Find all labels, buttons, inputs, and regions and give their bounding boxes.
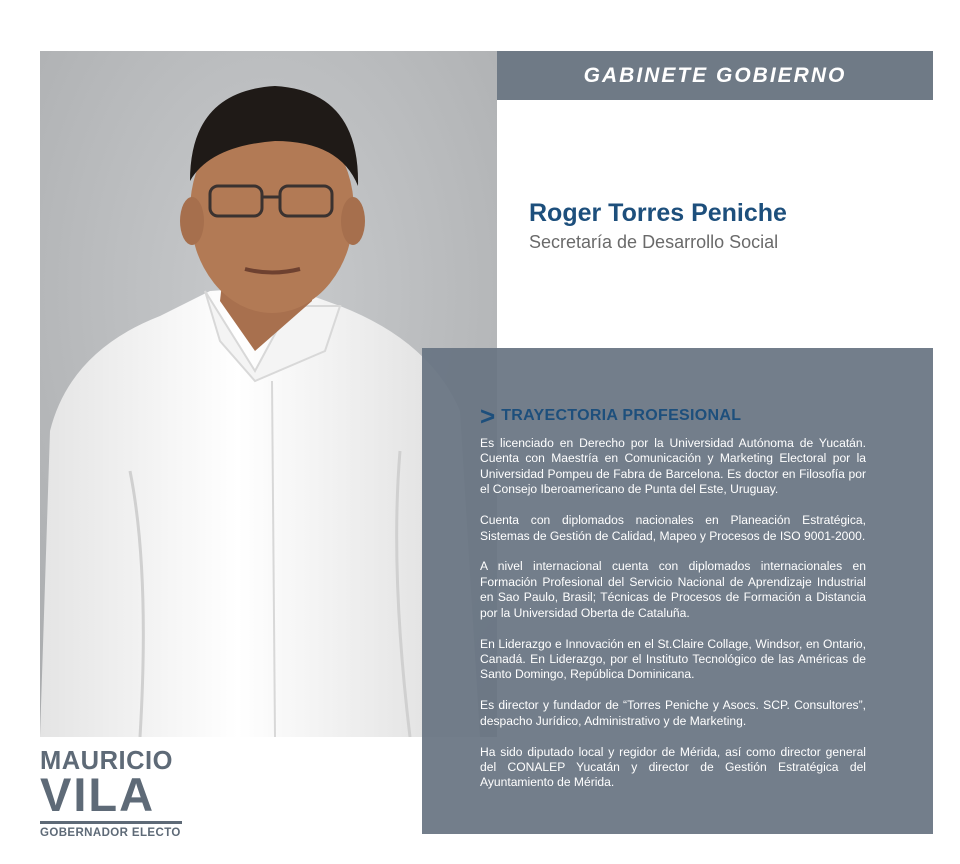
career-paragraph: Es licenciado en Derecho por la Universidad Autónoma de Yucatán. Cuenta con Maestría en Comunicación y Marketing Electoral por la Universidad Pompeu de Fabra de Barcelona. Es doctor en Filosofía por el Consejo Iberoamericano de Punta del Este, Uruguay. [480,436,866,497]
career-paragraph: Ha sido diputado local y regidor de Mérida, así como director general del CONALEP Yucatán y director de Gestión Estratégica del Ayuntamiento de Mérida. [480,744,866,790]
header-banner [497,51,933,100]
mauricio-vila-logo [40,748,185,840]
person-position: Secretaría de Desarrollo Social [529,232,779,252]
section-heading [480,403,741,429]
career-paragraph: A nivel internacional cuenta con diplomados internacionales en Formación Profesional del Servicio Nacional de Aprendizaje Industrial en Sao Paulo, Brasil; Técnicas de Procesos de Formación a Distancia por la Universidad Oberta de Cataluña. [480,559,866,620]
person-name: Roger Torres Peniche [529,199,787,227]
career-paragraph: En Liderazgo e Innovación en el St.Claire Collage, Windsor, en Ontario, Canadá. En Liderazgo, por el Instituto Tecnológico de las Américas de Santo Domingo, República Dominicana. [480,636,866,682]
chevron-right-icon: > [480,401,496,431]
logo-divider [40,821,182,824]
logo-line-1: MAURICIO [40,747,173,775]
banner-title: GABINETE GOBIERNO [583,63,847,87]
career-text [480,436,866,806]
section-title: TRAYECTORIA PROFESIONAL [501,407,742,424]
career-paragraph: Cuenta con diplomados nacionales en Planeación Estratégica, Sistemas de Gestión de Calidad, Mapeo y Procesos de ISO 9001-2000. [480,513,866,543]
career-paragraph: Es director y fundador de “Torres Peniche y Asocs. SCP. Consultores”, despacho Jurídico, Administrativo y de Marketing. [480,698,866,728]
logo-subtitle: GOBERNADOR ELECTO [40,827,181,839]
logo-line-2: VILA [40,768,156,821]
